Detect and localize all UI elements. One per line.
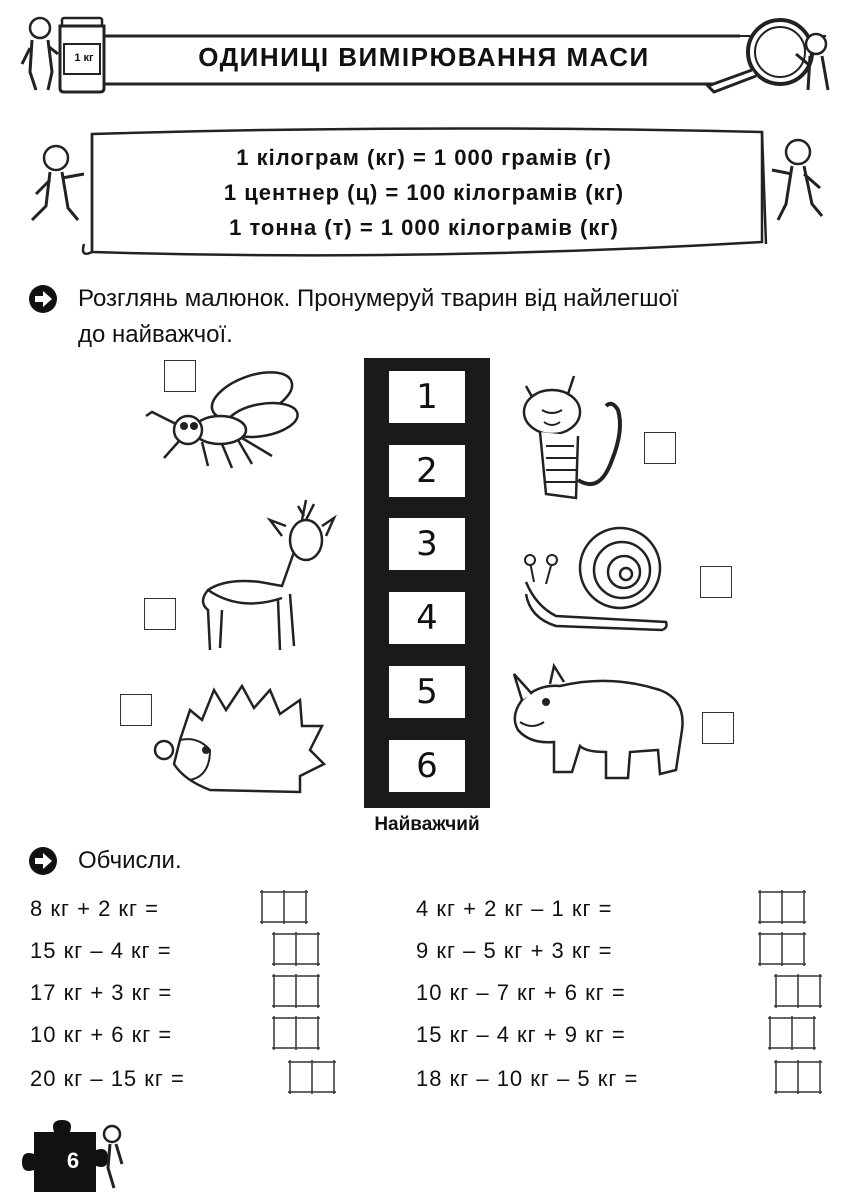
heaviest-label: Найважчий: [374, 814, 480, 835]
rhinoceros-illustration: [510, 660, 690, 790]
deer-illustration: [190, 490, 340, 660]
answer-grid[interactable]: [770, 1060, 826, 1094]
answer-grid[interactable]: [268, 1016, 324, 1050]
rank-box-1: 1: [386, 368, 468, 426]
expr-right-2: 9 кг – 5 кг + 3 кг =: [416, 938, 613, 963]
rank-box-2: 2: [386, 442, 468, 500]
page-number: 6: [66, 1148, 80, 1173]
expr-right-1: 4 кг + 2 кг – 1 кг =: [416, 896, 613, 921]
task1-instruction-cont: до найважчої.: [78, 321, 233, 348]
formula-centner: 1 центнер (ц) = 100 кілограмів (кг): [223, 180, 625, 205]
expr-left-3: 17 кг + 3 кг =: [30, 980, 173, 1005]
answer-grid[interactable]: [256, 890, 312, 924]
answer-grid[interactable]: [764, 1016, 820, 1050]
expr-right-4: 15 кг – 4 кг + 9 кг =: [416, 1022, 626, 1047]
expr-left-2: 15 кг – 4 кг =: [30, 938, 172, 963]
hedgehog-answer-box[interactable]: [120, 694, 152, 726]
answer-grid[interactable]: [268, 974, 324, 1008]
answer-grid[interactable]: [284, 1060, 340, 1094]
cat-illustration: [516, 370, 636, 510]
cat-answer-box[interactable]: [644, 432, 676, 464]
task1-instruction: Розглянь малюнок. Пронумеруй тварин від найлегшої: [78, 285, 679, 312]
answer-grid[interactable]: [268, 932, 324, 966]
answer-grid[interactable]: [754, 890, 810, 924]
expr-right-5: 18 кг – 10 кг – 5 кг =: [416, 1066, 639, 1091]
arrow-bullet-icon: [28, 284, 58, 314]
answer-grid[interactable]: [754, 932, 810, 966]
rank-box-6: 6: [386, 737, 468, 795]
expr-right-3: 10 кг – 7 кг + 6 кг =: [416, 980, 626, 1005]
snail-illustration: [516, 522, 676, 632]
task2-heading: Обчисли.: [78, 847, 182, 874]
fly-answer-box[interactable]: [164, 360, 196, 392]
hedgehog-illustration: [150, 680, 330, 800]
arrow-bullet-icon: [28, 846, 58, 876]
jar-label: 1 кг: [74, 52, 94, 64]
page-title: ОДИНИЦІ ВИМІРЮВАННЯ МАСИ: [198, 42, 650, 72]
rank-box-5: 5: [386, 663, 468, 721]
magnifier-icon: [700, 14, 840, 94]
answer-grid[interactable]: [770, 974, 826, 1008]
expr-left-1: 8 кг + 2 кг =: [30, 896, 160, 921]
snail-answer-box[interactable]: [700, 566, 732, 598]
rhinoceros-answer-box[interactable]: [702, 712, 734, 744]
rank-box-4: 4: [386, 589, 468, 647]
expr-left-5: 20 кг – 15 кг =: [30, 1066, 185, 1091]
weight-ranking-strip: [364, 358, 490, 808]
deer-answer-box[interactable]: [144, 598, 176, 630]
rank-box-3: 3: [386, 515, 468, 573]
expr-left-4: 10 кг + 6 кг =: [30, 1022, 173, 1047]
formula-kilogram: 1 кілограм (кг) = 1 000 грамів (г): [236, 145, 612, 170]
formula-tonne: 1 тонна (т) = 1 000 кілограмів (кг): [229, 215, 619, 240]
